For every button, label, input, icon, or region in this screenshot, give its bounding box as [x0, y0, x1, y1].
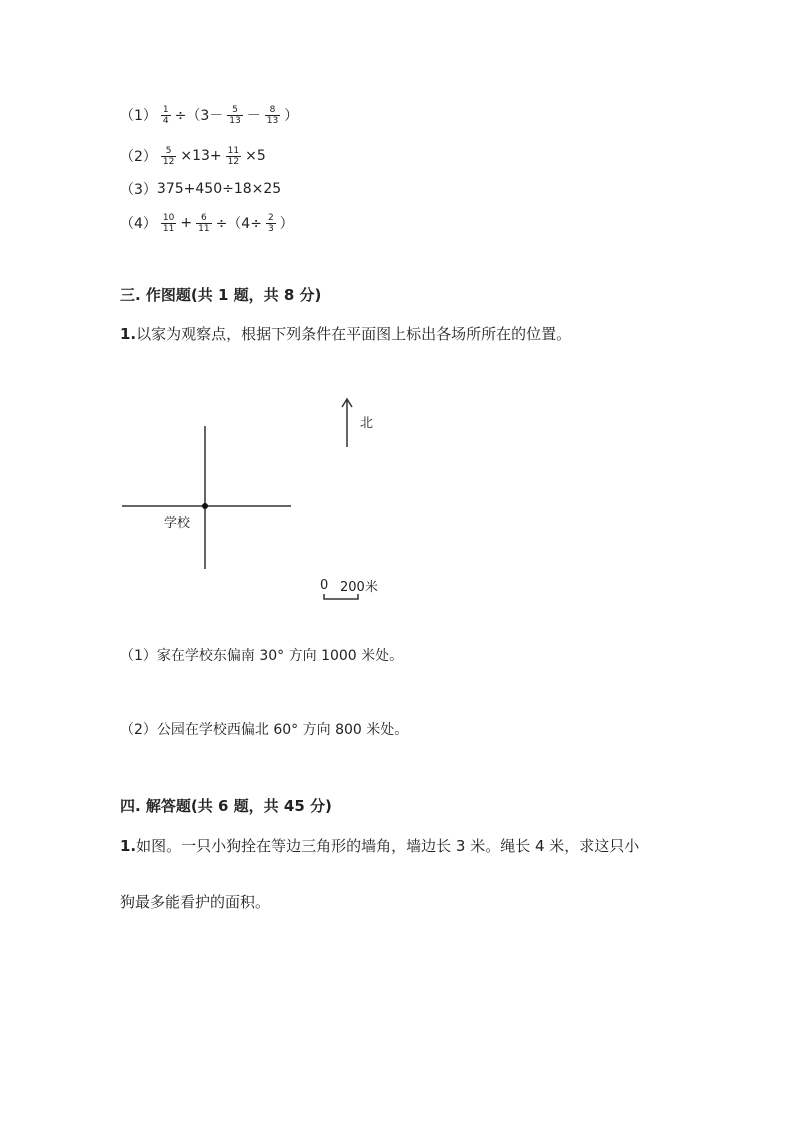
fraction — [265, 105, 280, 126]
north-label: 北 — [360, 416, 374, 431]
expression-text: ） — [279, 216, 294, 232]
calculation-label: （3） — [120, 182, 157, 198]
fraction — [161, 105, 171, 126]
question-text: 以家为观察点，根据下列条件在平面图上标出各场所所在的位置。 — [136, 325, 572, 343]
fraction — [266, 213, 276, 234]
fraction — [196, 213, 211, 234]
expression-text: + — [180, 215, 193, 231]
fraction — [161, 213, 176, 234]
fraction-numerator: 6 — [200, 212, 207, 223]
fraction — [161, 146, 176, 167]
fraction-numerator: 10 — [162, 212, 175, 223]
fraction — [226, 146, 241, 167]
fraction — [227, 105, 242, 126]
expression-text: ÷（4÷ — [215, 216, 262, 232]
question-number: 1. — [120, 837, 137, 855]
school-point — [202, 503, 208, 509]
scale-zero-label: 0 — [320, 578, 329, 593]
fraction-denominator: 12 — [162, 156, 175, 167]
section-4-title: 四. 解答题(共 6 题，共 45 分) — [120, 797, 332, 815]
fraction-denominator: 13 — [229, 115, 241, 126]
school-label: 学校 — [164, 516, 191, 531]
question-4-1-line2: 狗最多能看护的面积。 — [120, 893, 271, 911]
fraction-denominator: 11 — [162, 223, 175, 234]
expression-text: ×5 — [245, 148, 266, 164]
fraction-denominator: 4 — [162, 115, 169, 126]
expression-text: ） — [284, 108, 299, 124]
fraction-numerator: 11 — [227, 145, 240, 156]
calculation-line — [120, 210, 294, 236]
fraction-denominator: 13 — [266, 115, 279, 126]
calculation-label: （4） — [120, 216, 157, 232]
section-3-title: 三. 作图题(共 1 题，共 8 分) — [120, 286, 322, 304]
position-diagram — [0, 380, 794, 610]
expression-text: 375+450÷18×25 — [156, 181, 282, 197]
calculation-line — [120, 176, 281, 202]
fraction-numerator: 5 — [232, 104, 238, 115]
fraction-numerator: 5 — [165, 145, 172, 156]
question-4-1-line1 — [120, 835, 639, 856]
fraction-denominator: 12 — [227, 156, 240, 167]
sub-question-2: （2）公园在学校西偏北 60° 方向 800 米处。 — [120, 722, 409, 738]
fraction-numerator: 2 — [267, 212, 274, 223]
fraction-numerator: 1 — [162, 104, 169, 115]
expression-text: ×13+ — [180, 148, 222, 164]
calculation-label: （2） — [120, 149, 157, 165]
fraction-denominator: 3 — [267, 223, 274, 234]
fraction-denominator: 11 — [198, 223, 210, 234]
question-3-1 — [120, 323, 571, 344]
sub-question-1: （1）家在学校东偏南 30° 方向 1000 米处。 — [120, 648, 404, 664]
question-text: 如图。一只小狗拴在等边三角形的墙角，墙边长 3 米。绳长 4 米，求这只小 — [136, 837, 640, 855]
scale-label: 200米 — [340, 580, 378, 595]
calculation-label: （1） — [120, 108, 157, 124]
question-number: 1. — [120, 325, 137, 343]
calculation-line — [120, 143, 266, 169]
expression-text: ÷（3－ — [174, 108, 224, 124]
expression-text: － — [246, 108, 261, 124]
fraction-numerator: 8 — [269, 104, 276, 115]
calculation-line — [120, 102, 298, 128]
